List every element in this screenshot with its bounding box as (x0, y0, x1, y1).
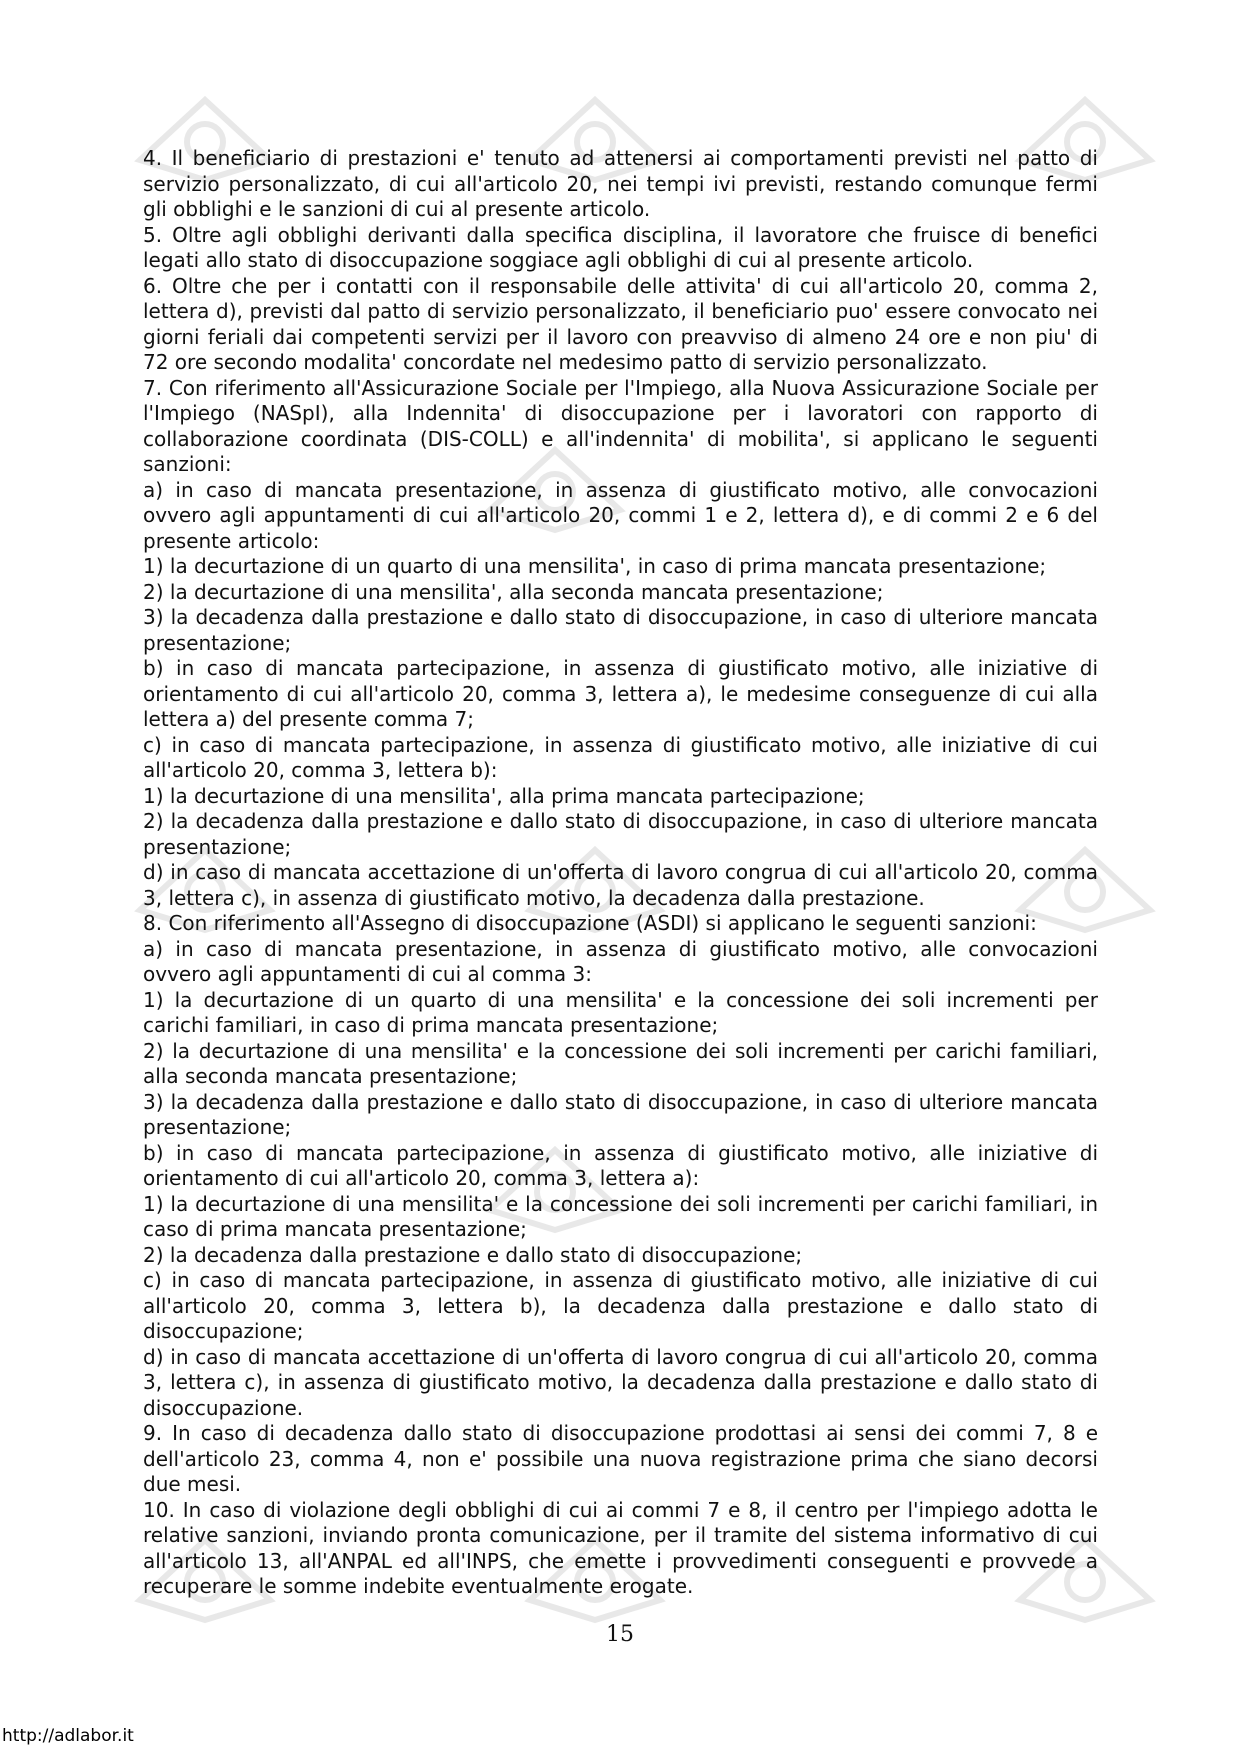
paragraph-comma-5: 5. Oltre agli obblighi derivanti dalla specifica disciplina, il lavoratore che fruisce di benefici legati allo stato di disoccupazione soggiace agli obblighi di cui al presente articolo. (143, 222, 1098, 272)
paragraph-item: 1) la decurtazione di un quarto di una mensilita', in caso di prima mancata presentazione; (143, 554, 1047, 578)
footer-url: http://adlabor.it (2, 1726, 134, 1746)
paragraph-item: 3) la decadenza dalla prestazione e dallo stato di disoccupazione, in caso di ulteriore mancata presentazione; (143, 605, 1098, 655)
paragraph-comma-7: 7. Con riferimento all'Assicurazione Sociale per l'Impiego, alla Nuova Assicurazione Sociale per l'Impiego (NASpI), alla Indennita' di disoccupazione per i lavoratori con rapporto di collaborazione coordinata (DIS-COLL) e all'indennita' di mobilita', si applicano le seguenti sanzioni: (143, 375, 1098, 476)
document-body (143, 146, 1098, 1600)
paragraph-item: b) in caso di mancata partecipazione, in assenza di giustificato motivo, alle iniziative di orientamento di cui all'articolo 20, comma 3, lettera a), le medesime conseguenze di cui alla lettera a) del presente comma 7; (143, 656, 1098, 731)
paragraph-item: 2) la decadenza dalla prestazione e dallo stato di disoccupazione; (143, 1242, 803, 1267)
paragraph-item: 2) la decurtazione di una mensilita', alla seconda mancata presentazione; (143, 579, 884, 604)
paragraph-item: b) in caso di mancata partecipazione, in assenza di giustificato motivo, alle iniziative di orientamento di cui all'articolo 20, comma 3, lettera a): (143, 1140, 1098, 1190)
paragraph-item: d) in caso di mancata accettazione di un'offerta di lavoro congrua di cui all'articolo 20, comma 3, lettera c), in assenza di giustificato motivo, la decadenza dalla prestazione e dallo stato di disoccupazione. (143, 1344, 1098, 1420)
paragraph-item: 2) la decadenza dalla prestazione e dallo stato di disoccupazione, in caso di ulteriore mancata presentazione; (143, 809, 1098, 859)
paragraph-comma-6: 6. Oltre che per i contatti con il responsabile delle attivita' di cui all'articolo 20, comma 2, lettera d), previsti dal patto di servizio personalizzato, il beneficiario puo' essere convocato nei giorni feriali dai competenti servizi per il lavoro con preavviso di almeno 24 ore e non piu' di 72 ore secondo modalita' concordate nel medesimo patto di servizio personalizzato. (143, 273, 1098, 374)
paragraph-item: d) in caso di mancata accettazione di un'offerta di lavoro congrua di cui all'articolo 20, comma 3, lettera c), in assenza di giustificato motivo, la decadenza dalla prestazione. (143, 860, 1098, 910)
paragraph-item: 2) la decurtazione di una mensilita' e la concessione dei soli incrementi per carichi familiari, alla seconda mancata presentazione; (143, 1038, 1098, 1088)
paragraph-item: c) in caso di mancata partecipazione, in assenza di giustificato motivo, alle iniziative di cui all'articolo 20, comma 3, lettera b): (143, 732, 1098, 782)
paragraph-comma-10: 10. In caso di violazione degli obblighi di cui ai commi 7 e 8, il centro per l'impiego adotta le relative sanzioni, inviando pronta comunicazione, per il tramite del sistema informativo di cui all'articolo 13, all'ANPAL ed all'INPS, che emette i provvedimenti conseguenti e provvede a recuperare le somme indebite eventualmente erogate. (143, 1497, 1098, 1598)
paragraph-item: a) in caso di mancata presentazione, in assenza di giustificato motivo, alle convocazioni ovvero agli appuntamenti di cui all'articolo 20, commi 1 e 2, lettera d), e di commi 2 e 6 del presente articolo: (143, 477, 1098, 553)
page-number: 15 (606, 1622, 634, 1647)
paragraph-item: 1) la decurtazione di una mensilita' e la concessione dei soli incrementi per carichi familiari, in caso di prima mancata presentazione; (143, 1191, 1098, 1241)
paragraph-item: 1) la decurtazione di un quarto di una mensilita' e la concessione dei soli incrementi per carichi familiari, in caso di prima mancata presentazione; (143, 987, 1098, 1037)
paragraph-item: 3) la decadenza dalla prestazione e dallo stato di disoccupazione, in caso di ulteriore mancata presentazione; (143, 1089, 1098, 1139)
paragraph-comma-4: 4. Il beneficiario di prestazioni e' tenuto ad attenersi ai comportamenti previsti nel patto di servizio personalizzato, di cui all'articolo 20, nei tempi ivi previsti, restando comunque fermi gli obblighi e le sanzioni di cui al presente articolo. (143, 146, 1098, 221)
paragraph-item: 1) la decurtazione di una mensilita', alla prima mancata partecipazione; (143, 783, 865, 808)
paragraph-comma-8: 8. Con riferimento all'Assegno di disoccupazione (ASDI) si applicano le seguenti sanzioni: (143, 911, 1037, 935)
paragraph-comma-9: 9. In caso di decadenza dallo stato di disoccupazione prodottasi ai sensi dei commi 7, 8 e dell'articolo 23, comma 4, non e' possibile una nuova registrazione prima che siano decorsi due mesi. (143, 1421, 1098, 1496)
paragraph-item: c) in caso di mancata partecipazione, in assenza di giustificato motivo, alle iniziative di cui all'articolo 20, comma 3, lettera b), la decadenza dalla prestazione e dallo stato di disoccupazione; (143, 1268, 1098, 1343)
paragraph-item: a) in caso di mancata presentazione, in assenza di giustificato motivo, alle convocazioni ovvero agli appuntamenti di cui al comma 3: (143, 936, 1098, 986)
